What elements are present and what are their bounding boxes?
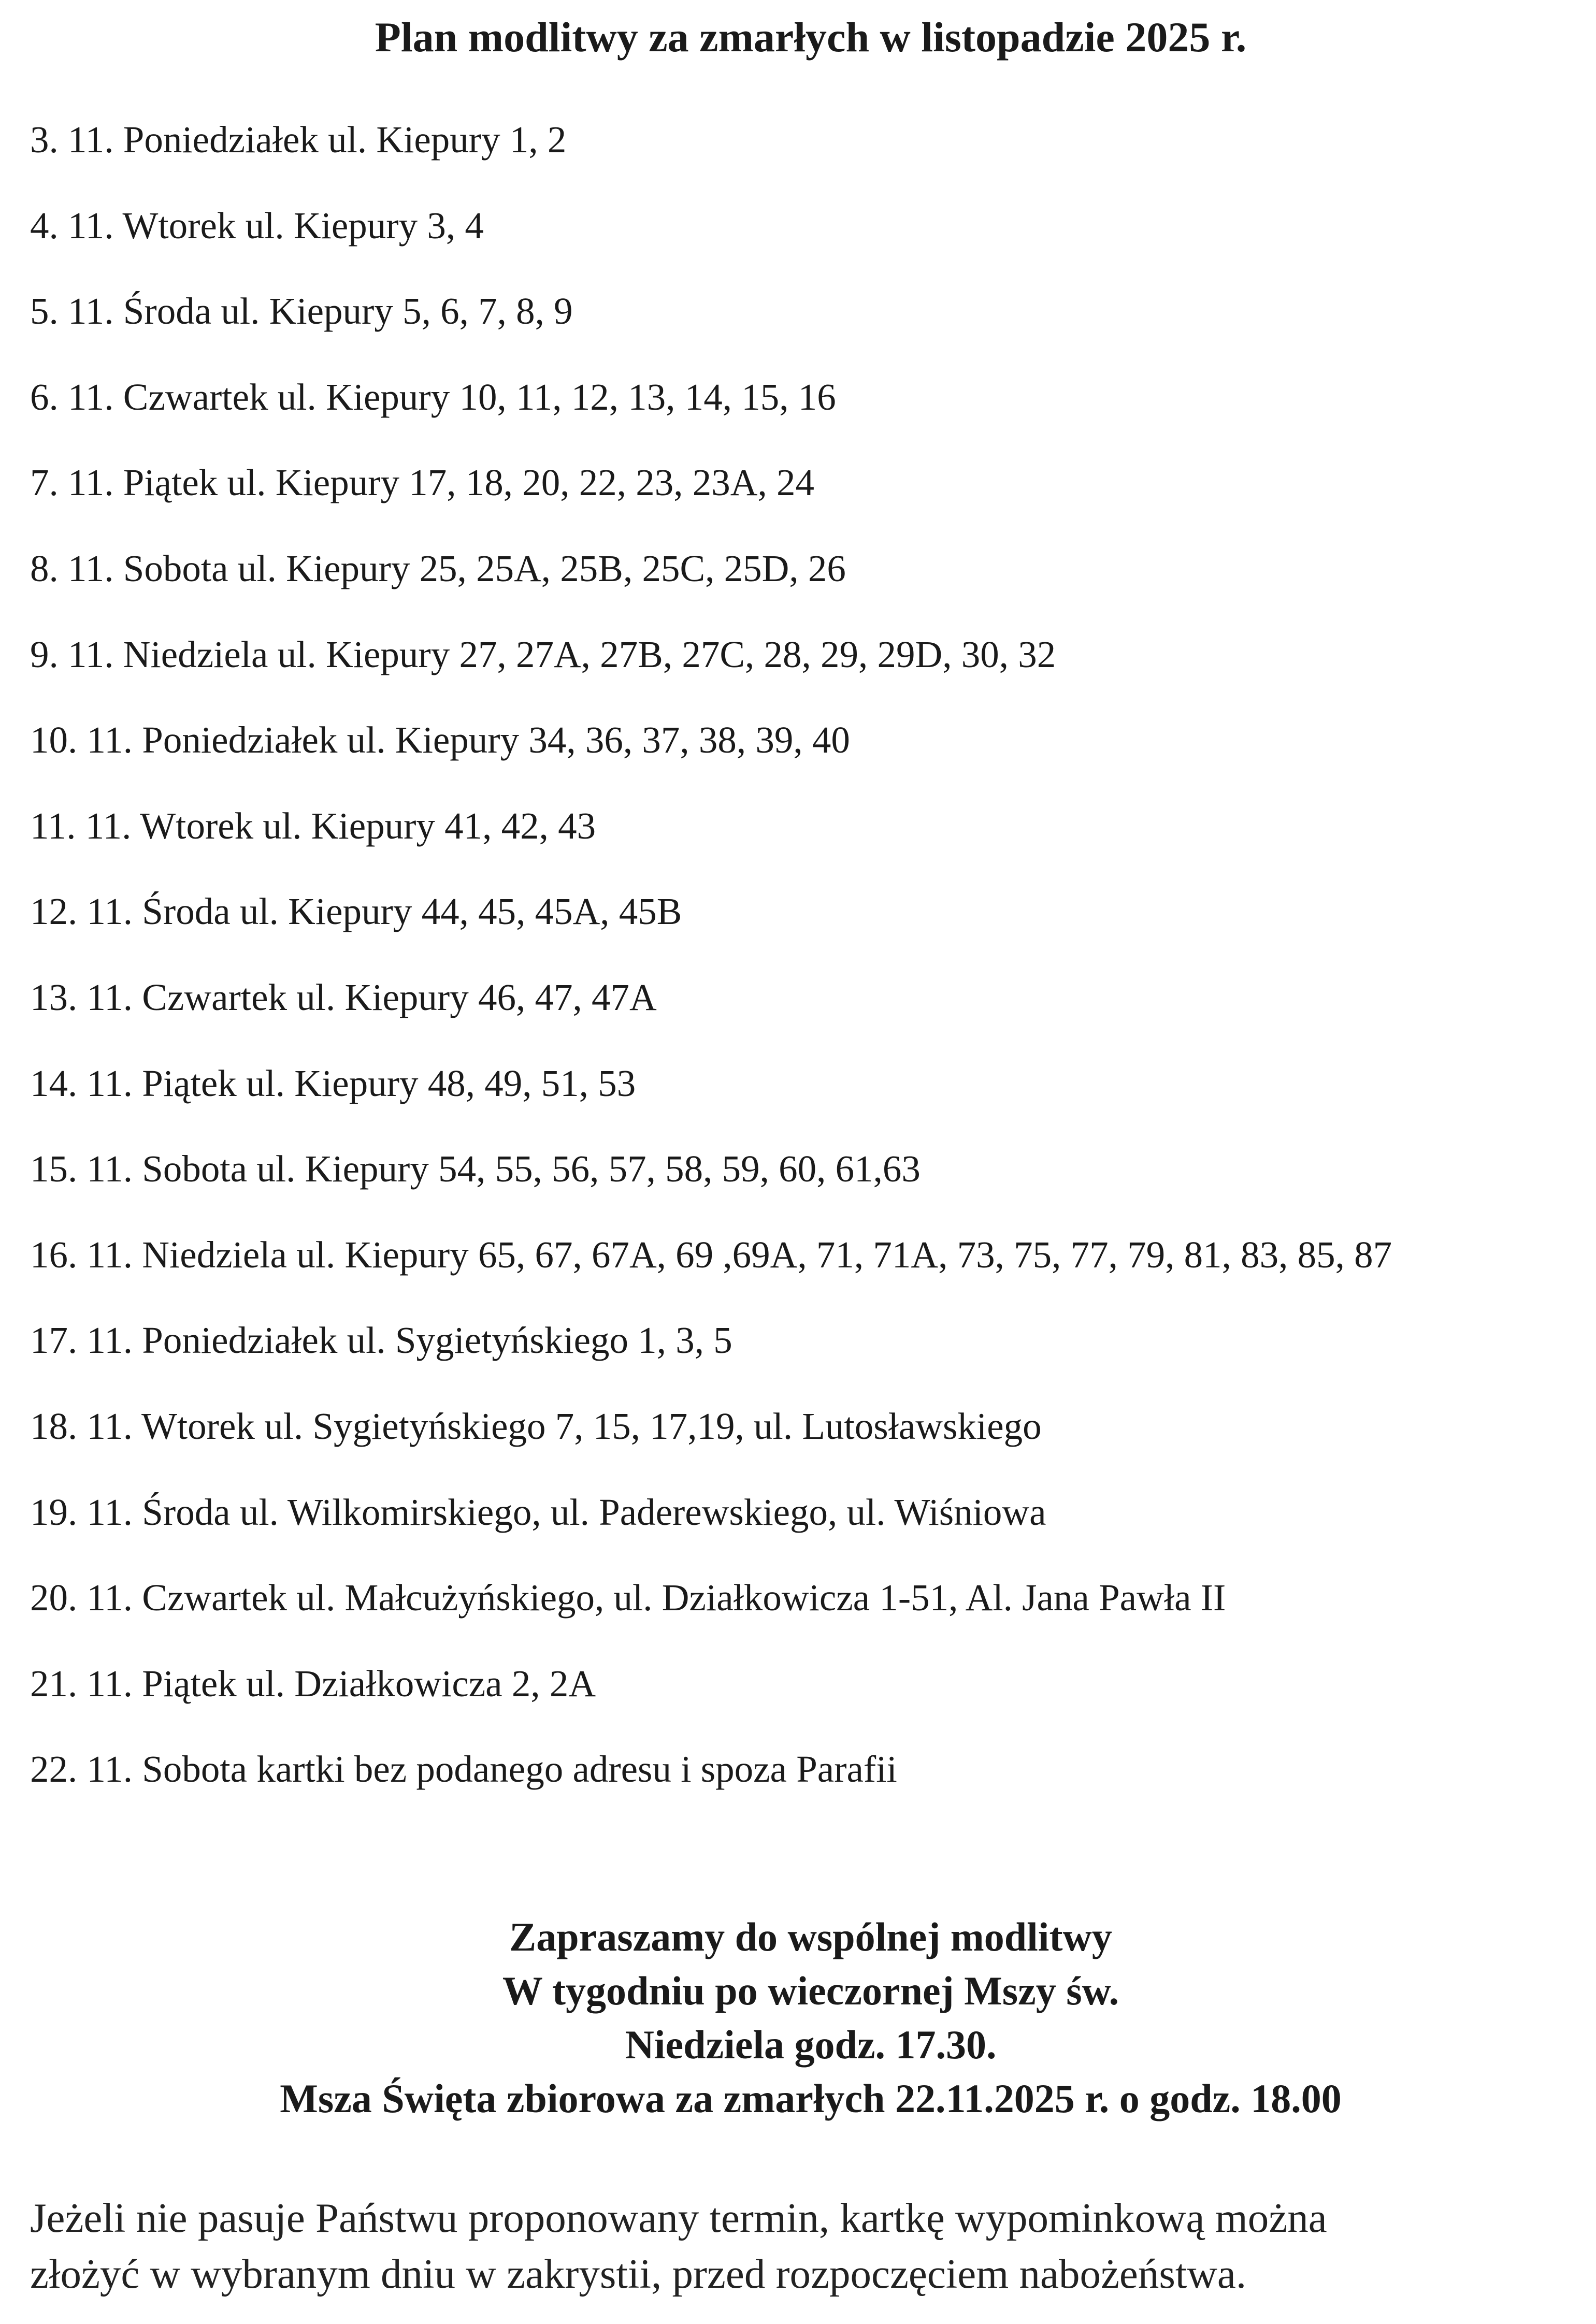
schedule-entry: 7. 11. Piątek ul. Kiepury 17, 18, 20, 22, 23, 23A, 24 — [30, 461, 814, 504]
schedule-entry: 12. 11. Środa ul. Kiepury 44, 45, 45A, 45B — [30, 890, 682, 933]
schedule-entry: 13. 11. Czwartek ul. Kiepury 46, 47, 47A — [30, 976, 657, 1018]
schedule-entry: 15. 11. Sobota ul. Kiepury 54, 55, 56, 57, 58, 59, 60, 61,63 — [30, 1148, 921, 1190]
schedule-entry: 22. 11. Sobota kartki bez podanego adresu i spoza Parafii — [30, 1748, 897, 1791]
footer-note — [30, 2190, 1584, 2302]
invitation-line: Msza Święta zbiorowa za zmarłych 22.11.2025 r. o godz. 18.00 — [280, 2076, 1342, 2121]
schedule-entry: 11. 11. Wtorek ul. Kiepury 41, 42, 43 — [30, 804, 596, 847]
schedule-entry: 19. 11. Środa ul. Wilkomirskiego, ul. Paderewskiego, ul. Wiśniowa — [30, 1491, 1046, 1533]
invitation-line: Zapraszamy do wspólnej modlitwy — [509, 1914, 1112, 1959]
schedule-entry: 10. 11. Poniedziałek ul. Kiepury 34, 36, 37, 38, 39, 40 — [30, 719, 850, 761]
schedule-entry: 16. 11. Niedziela ul. Kiepury 65, 67, 67A, 69 ,69A, 71, 71A, 73, 75, 77, 79, 81, 83, 85, 87 — [30, 1233, 1392, 1276]
note-line: Jeżeli nie pasuje Państwu proponowany termin, kartkę wypominkową można — [30, 2195, 1327, 2241]
schedule-entry: 18. 11. Wtorek ul. Sygietyńskiego 7, 15, 17,19, ul. Lutosławskiego — [30, 1405, 1042, 1447]
schedule-entry: 6. 11. Czwartek ul. Kiepury 10, 11, 12, 13, 14, 15, 16 — [30, 376, 836, 418]
invitation-block — [0, 1910, 1596, 2126]
invitation-line: Niedziela godz. 17.30. — [625, 2022, 997, 2067]
schedule-entry: 5. 11. Środa ul. Kiepury 5, 6, 7, 8, 9 — [30, 290, 573, 333]
schedule-entry: 20. 11. Czwartek ul. Małcużyńskiego, ul. Działkowicza 1-51, Al. Jana Pawła II — [30, 1577, 1226, 1619]
note-line: złożyć w wybranym dniu w zakrystii, przed rozpoczęciem nabożeństwa. — [30, 2250, 1247, 2297]
schedule-entry: 14. 11. Piątek ul. Kiepury 48, 49, 51, 53 — [30, 1062, 636, 1104]
schedule-entry: 4. 11. Wtorek ul. Kiepury 3, 4 — [30, 204, 484, 247]
schedule-entry: 8. 11. Sobota ul. Kiepury 25, 25A, 25B, 25C, 25D, 26 — [30, 547, 846, 589]
invitation-line: W tygodniu po wieczornej Mszy św. — [502, 1968, 1119, 2013]
schedule-entry: 3. 11. Poniedziałek ul. Kiepury 1, 2 — [30, 119, 567, 161]
schedule-entry: 9. 11. Niedziela ul. Kiepury 27, 27A, 27B, 27C, 28, 29, 29D, 30, 32 — [30, 633, 1056, 675]
schedule-entry: 17. 11. Poniedziałek ul. Sygietyńskiego 1, 3, 5 — [30, 1319, 732, 1362]
page-title: Plan modlitwy za zmarłych w listopadzie 2025 r. — [375, 13, 1247, 61]
prayer-schedule-list — [30, 109, 1589, 1824]
schedule-entry: 21. 11. Piątek ul. Działkowicza 2, 2A — [30, 1662, 596, 1705]
